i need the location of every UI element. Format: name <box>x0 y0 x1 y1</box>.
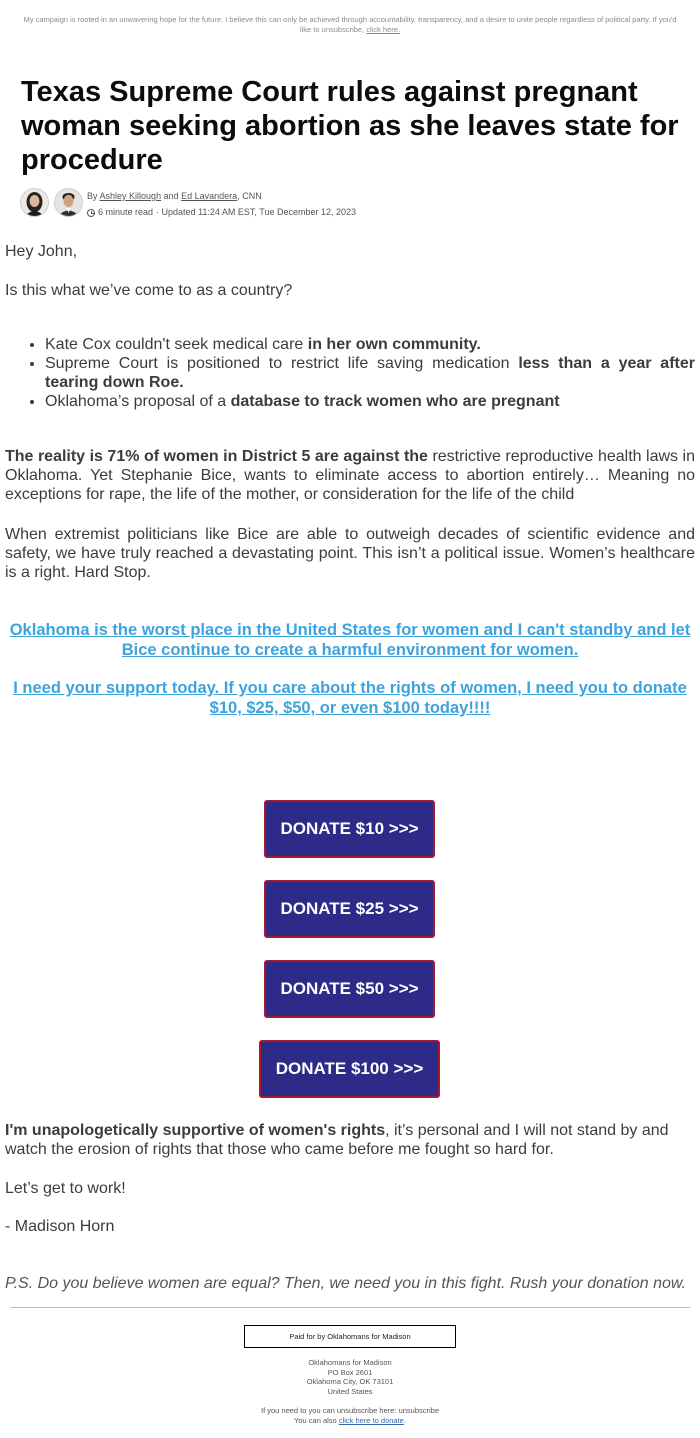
read-time: 6 minute read <box>98 207 154 217</box>
list-item <box>45 354 695 392</box>
footer-also: You can also <box>294 1415 339 1425</box>
cta-link-2[interactable]: I need your support today. If you care about the rights of women, I need you to donate $10, $25, $50, or even $100 today!!!! <box>13 679 687 717</box>
preheader-text: My campaign is rooted in an unwavering hope for the future. I believe this can only be achieved through accountability, transparency, and a desire to unite people regardless of political party. If you'd like to unsubscribe, <box>23 15 677 34</box>
greeting: Hey John, <box>5 243 78 260</box>
footer-donate-line <box>150 1416 550 1426</box>
list-item <box>45 392 695 411</box>
extremist-paragraph: When extremist politicians like Bice are able to outweigh decades of scientific evidence and safety, we have truly reached a devastating point. This isn’t a political issue. Women’s healthcare is a right. Hard Stop. <box>5 526 695 581</box>
closing-paragraph <box>5 1121 695 1159</box>
donate-50-button[interactable]: DONATE $50 >>> <box>264 960 435 1018</box>
address-line: Oklahoma City, OK 73101 <box>306 1377 394 1387</box>
donate-100-button[interactable]: DONATE $100 >>> <box>259 1040 440 1098</box>
postscript: P.S. Do you believe women are equal? Then, we need you in this fight. Rush your donation now. <box>5 1275 687 1292</box>
bullet-text: Supreme Court is positioned to restrict life saving medication <box>45 355 519 372</box>
footer-unsubscribe[interactable]: If you need to you can unsubscribe here: unsubscribe <box>260 1406 440 1415</box>
closing-rest: , it’s personal and I will not stand by and watch the erosion of rights that those who came before me fought so hard for. <box>5 1122 669 1158</box>
address-line: Oklahomans for Madison <box>308 1358 392 1367</box>
cta-link-1[interactable]: Oklahoma is the worst place in the United States for women and I can't standby and let Bice continue to create a harmful environment for women. <box>9 621 691 659</box>
author-avatar-2 <box>54 188 83 217</box>
byline <box>87 191 262 202</box>
author-link-1[interactable]: Ashley Killough <box>99 191 162 201</box>
author-avatar-1 <box>20 188 49 217</box>
reality-paragraph <box>5 447 695 504</box>
updated-timestamp: · Updated 11:24 AM EST, Tue December 12, 2023 <box>156 207 356 217</box>
preheader <box>18 15 682 35</box>
byline-and: and <box>163 191 179 201</box>
reality-bold: The reality is 71% of women in District 5 are against the <box>5 448 428 465</box>
clock-icon <box>87 209 95 217</box>
bullet-text: Kate Cox couldn't seek medical care <box>45 336 308 353</box>
bullet-list <box>5 335 695 411</box>
list-item <box>45 335 695 354</box>
address-line: United States <box>327 1386 373 1396</box>
donate-25-button[interactable]: DONATE $25 >>> <box>264 880 435 938</box>
footer-period: . <box>403 1415 406 1425</box>
footer-links <box>150 1406 550 1425</box>
unsubscribe-link[interactable]: click here. <box>366 25 401 34</box>
author-link-2[interactable]: Ed Lavandera <box>181 191 238 201</box>
bullet-bold: database to track women who are pregnant <box>230 393 560 410</box>
reality-rest: restrictive reproductive health laws in Oklahoma. Yet Stephanie Bice, wants to eliminate access to abortion entirely… Meaning no exceptions for rape, the life of the mother, or consideration for the life of the child <box>5 448 696 503</box>
footer-donate-link[interactable]: click here to donate <box>338 1415 404 1425</box>
byline-outlet: , CNN <box>237 191 262 201</box>
bullet-bold: in her own community. <box>307 336 481 353</box>
closing-bold: I'm unapologetically supportive of women's rights <box>5 1122 386 1139</box>
address-line: PO Box 2601 <box>327 1367 373 1377</box>
donate-10-button[interactable]: DONATE $10 >>> <box>264 800 435 858</box>
divider <box>10 1307 690 1308</box>
bullet-text: Oklahoma’s proposal of a <box>45 393 231 410</box>
article-meta <box>87 207 356 218</box>
article-headline[interactable]: Texas Supreme Court rules against pregnant woman seeking abortion as she leaves state for procedure <box>21 76 679 176</box>
mailing-address <box>200 1358 500 1396</box>
signature: - Madison Horn <box>5 1218 115 1235</box>
paid-for-box: Paid for by Oklahomans for Madison <box>244 1325 456 1348</box>
question: Is this what we’ve come to as a country? <box>5 282 293 299</box>
bullet-bold: less than a year after tearing down Roe. <box>45 355 695 391</box>
lets-go: Let’s get to work! <box>5 1180 126 1197</box>
byline-by: By <box>87 191 98 201</box>
